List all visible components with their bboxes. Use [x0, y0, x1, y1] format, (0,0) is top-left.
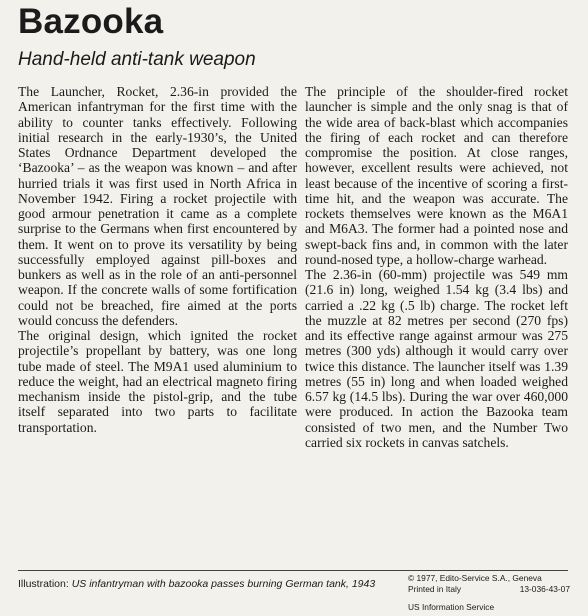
text-column-left: [18, 84, 297, 435]
card-title: Bazooka: [18, 2, 164, 41]
paragraph: The original design, which ignited the rocket projectile’s propellant by battery, was one long tube made of steel. The M9A1 used aluminium to reduce the weight, had an electrical magneto firing mechanism inside the pistol-grip, and the tube itself separated into two parts to facilitate transportation.: [18, 328, 297, 435]
illustration-caption: [18, 577, 378, 591]
caption-label: Illustration:: [18, 578, 69, 590]
copyright-line: © 1977, Edito-Service S.A., Geneva: [408, 573, 542, 583]
footer-divider: [18, 570, 568, 571]
text-column-right: [305, 84, 568, 450]
caption-text: US infantryman with bazooka passes burning German tank, 1943: [71, 578, 376, 590]
publication-info: [408, 573, 570, 613]
card-subtitle: Hand-held anti-tank weapon: [18, 49, 256, 70]
paragraph: The 2.36-in (60-mm) projectile was 549 mm (21.6 in) long, weighed 1.54 kg (3.4 lbs) and carried a .22 kg (.5 lb) charge. The rocket left the muzzle at 82 metres per second (270 fps) and its effective range against armour was 275 metres (300 yds) although it would carry over twice this distance. The launcher itself was 1.39 metres (55 in) long and when loaded weighed 6.57 kg (14.5 lbs). During the war over 460,000 were produced. In action the Bazooka team consisted of two men, and the Number Two carried six rockets in canvas satchels.: [305, 267, 568, 450]
service-line: US Information Service: [408, 602, 495, 612]
printed-in: Printed in Italy: [408, 584, 462, 594]
card-code: 13-036-43-07: [519, 584, 570, 594]
paragraph: The Launcher, Rocket, 2.36-in provided the American infantryman for the first time with the ability to counter tanks effectively. Following initial research in the early-1930’s, the United States Ordnance Department developed the ‘Bazooka’ – as the weapon was known – and after hurried trials it was first used in North Africa in November 1942. Firing a rocket projectile with good armour penetration it came as a complete surprise to the Germans when first encountered by them. It went on to prove its versatility by being successfully employed against pill-boxes and bunkers as well as in the role of an anti-personnel weapon. If the concrete walls of some fortification could not be breached, fire aimed at the ports would concuss the defenders.: [18, 84, 297, 328]
print-line: [408, 584, 570, 595]
paragraph: The principle of the shoulder-fired rocket launcher is simple and the only snag is that of the wide area of back-blast which accompanies the firing of each rocket and can therefore compromise the position. At close ranges, however, excellent results were achieved, not least because of the incentive of scoring a first-time hit, and the weapon was accurate. The rockets themselves were known as the M6A1 and M6A3. The former had a pointed nose and swept-back fins and, in common with the later round-nosed type, a hollow-charge warhead.: [305, 84, 568, 267]
